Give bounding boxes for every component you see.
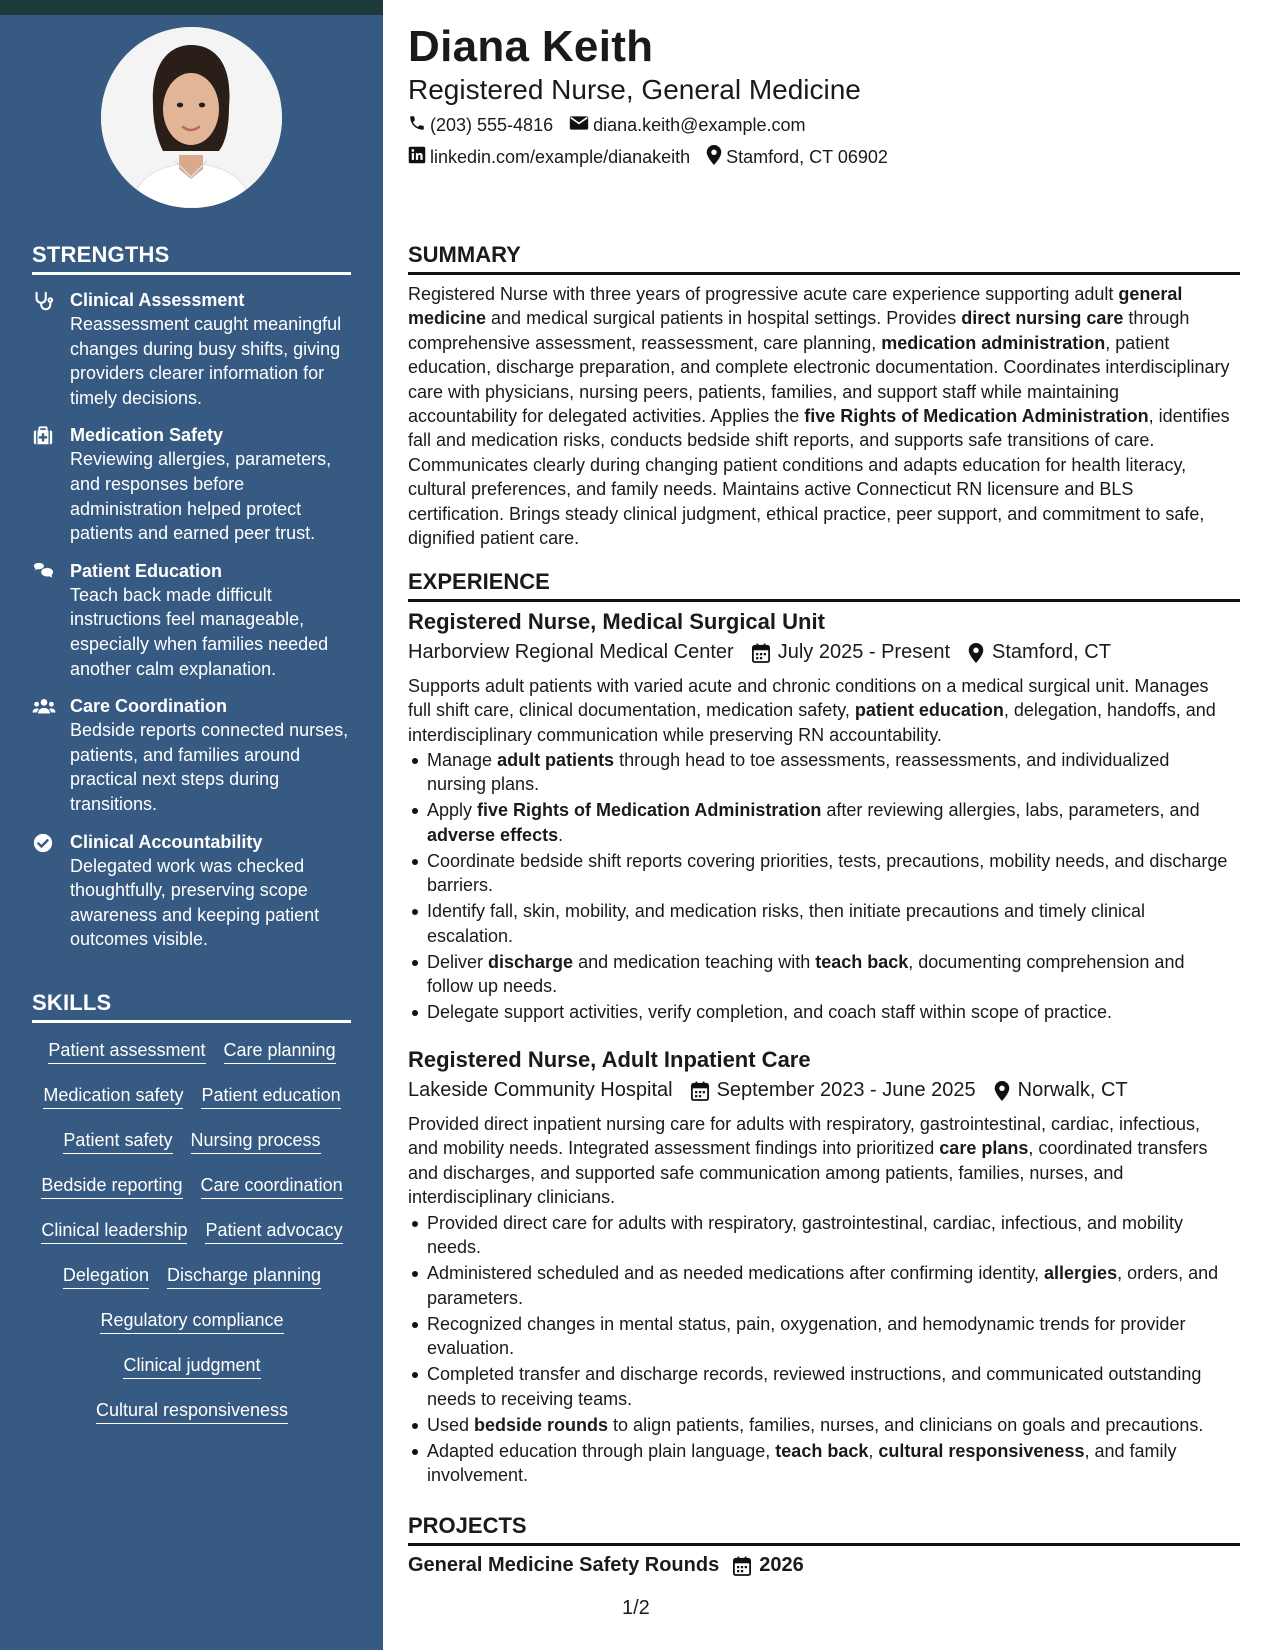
job-bullets — [408, 1211, 1233, 1489]
skill-tag: Bedside reporting — [41, 1173, 182, 1199]
job-location: Norwalk, CT — [1017, 1079, 1128, 1101]
project-name: General Medicine Safety Rounds — [408, 1554, 720, 1576]
list-item: Deliver discharge and medication teaching with teach back, documenting comprehension and follow up needs. — [408, 950, 1233, 999]
strength-desc: Reassessment caught meaningful changes during busy shifts, giving providers clearer information for timely decisions. — [70, 314, 342, 408]
skill-tag: Discharge planning — [167, 1263, 321, 1289]
strength-desc: Bedside reports connected nurses, patients, and families around practical next steps during transitions. — [70, 720, 349, 814]
map-pin-icon — [706, 145, 726, 170]
calendar-icon — [691, 1081, 709, 1101]
skill-tag: Patient safety — [63, 1128, 172, 1154]
sidebar-top-band — [0, 0, 383, 15]
envelope-icon — [569, 115, 593, 136]
strengths-list — [32, 288, 352, 965]
contact-row-2 — [408, 145, 904, 170]
location-contact — [706, 145, 888, 170]
skills-list — [28, 1038, 356, 1443]
group-icon — [32, 696, 54, 718]
skill-tag: Patient advocacy — [205, 1218, 342, 1244]
map-pin-icon — [968, 643, 984, 663]
job-description: Supports adult patients with varied acute and chronic conditions on a medical surgical unit. Manages full shift care, clinical documentation, medication safety, patient education, delegation, handoffs, and interdisciplinary communication while preserving RN accountability. — [408, 676, 1216, 745]
project-year: 2026 — [759, 1554, 804, 1576]
phone-number: (203) 555-4816 — [430, 115, 554, 135]
location-text: Stamford, CT 06902 — [726, 147, 888, 167]
linkedin-url: linkedin.com/example/dianakeith — [430, 147, 691, 167]
job-dates: September 2023 - June 2025 — [716, 1079, 976, 1101]
page-number: 1/2 — [622, 1597, 650, 1619]
candidate-title: Registered Nurse, General Medicine — [408, 74, 861, 105]
job-bullets — [408, 748, 1233, 1026]
job-title: Registered Nurse, Medical Surgical Unit — [408, 609, 825, 634]
skill-tag: Nursing process — [191, 1128, 321, 1154]
strength-item — [32, 694, 352, 816]
summary-heading: SUMMARY — [408, 242, 1240, 275]
phone-icon — [408, 114, 430, 137]
email-address: diana.keith@example.com — [593, 115, 806, 135]
job-meta — [408, 1079, 1128, 1102]
first-aid-kit-icon — [32, 425, 54, 447]
calendar-icon — [752, 643, 770, 663]
job-title: Registered Nurse, Adult Inpatient Care — [408, 1047, 811, 1072]
skill-tag: Regulatory compliance — [100, 1308, 283, 1334]
job-organization: Lakeside Community Hospital — [408, 1079, 673, 1101]
skill-tag: Patient education — [201, 1083, 340, 1109]
list-item: Adapted education through plain language, teach back, cultural responsiveness, and family involvement. — [408, 1439, 1233, 1488]
map-pin-icon — [994, 1081, 1010, 1101]
stethoscope-icon — [32, 290, 54, 312]
strength-title: Clinical Assessment — [70, 290, 245, 310]
skill-tag: Care planning — [224, 1038, 336, 1064]
email-contact[interactable] — [569, 115, 805, 136]
strength-desc: Reviewing allergies, parameters, and responses before administration helped protect patients and earned peer trust. — [70, 449, 332, 544]
job-meta — [408, 641, 1111, 664]
experience-heading: EXPERIENCE — [408, 569, 1240, 602]
list-item: Manage adult patients through head to toe assessments, reassessments, and individualized nursing plans. — [408, 748, 1233, 797]
phone-contact[interactable] — [408, 114, 553, 137]
strength-item — [32, 423, 352, 545]
calendar-icon — [733, 1556, 751, 1576]
job-location: Stamford, CT — [992, 641, 1111, 663]
list-item: Identify fall, skin, mobility, and medication risks, then initiate precautions and timely clinical escalation. — [408, 899, 1233, 948]
job-dates: July 2025 - Present — [777, 641, 951, 663]
skill-tag: Delegation — [63, 1263, 149, 1289]
linkedin-contact[interactable] — [408, 146, 690, 169]
skill-tag: Patient assessment — [48, 1038, 205, 1064]
list-item: Administered scheduled and as needed medications after confirming identity, allergies, orders, and parameters. — [408, 1261, 1233, 1310]
job-description: Provided direct inpatient nursing care for adults with respiratory, gastrointestinal, cardiac, infectious, and mobility needs. Integrated assessment findings into prioritized care plans, coordinated transfers and discharges, and supported safe communication among patients, families, nurses, and interdisciplinary clinicians. — [408, 1114, 1208, 1208]
summary-text: Registered Nurse with three years of progressive acute care experience supporting adult general medicine and medical surgical patients in hospital settings. Provides direct nursing care through comprehensive assessment, reassessment, care planning, medication administration, patient education, discharge preparation, and complete electronic documentation. Coordinates interdisciplinary care with physicians, nursing peers, patients, families, and support staff while maintaining accountability for delegated activities. Applies the five Rights of Medication Administration, identifies fall and medication risks, conducts bedside shift reports, and supports safe transitions of care. Communicates clearly during changing patient conditions and adapts education for health literacy, cultural preferences, and family needs. Maintains active Connecticut RN licensure and BLS certification. Brings steady clinical judgment, ethical practice, peer support, and commitment to safe, dignified patient care. — [408, 284, 1230, 549]
strength-title: Clinical Accountability — [70, 831, 263, 852]
check-circle-icon — [32, 832, 54, 854]
list-item: Delegate support activities, verify completion, and coach staff within scope of practice. — [408, 1000, 1233, 1024]
list-item: Provided direct care for adults with respiratory, gastrointestinal, cardiac, infectious, and mobility needs. — [408, 1211, 1233, 1260]
strength-title: Patient Education — [70, 560, 223, 581]
contact-row-1 — [408, 114, 821, 137]
list-item: Completed transfer and discharge records, reviewed instructions, and communicated outstanding needs to receiving teams. — [408, 1362, 1233, 1411]
job-organization: Harborview Regional Medical Center — [408, 641, 734, 663]
strength-title: Medication Safety — [70, 425, 224, 446]
candidate-name: Diana Keith — [408, 22, 654, 71]
strength-item — [32, 559, 352, 681]
strength-title: Care Coordination — [70, 696, 228, 717]
strength-desc: Delegated work was checked thoughtfully, preserving scope awareness and keeping patient outcomes visible. — [70, 855, 320, 950]
strength-item — [32, 288, 352, 410]
skill-tag: Medication safety — [43, 1083, 183, 1109]
skill-tag: Cultural responsiveness — [96, 1398, 288, 1424]
list-item: Apply five Rights of Medication Administration after reviewing allergies, labs, parameters, and adverse effects. — [408, 798, 1233, 847]
strength-item — [32, 830, 352, 952]
list-item: Coordinate bedside shift reports covering priorities, tests, precautions, mobility needs, and discharge barriers. — [408, 849, 1233, 898]
strength-desc: Teach back made difficult instructions feel manageable, especially when families needed another calm explanation. — [70, 584, 329, 679]
list-item: Recognized changes in mental status, pain, oxygenation, and hemodynamic trends for provider evaluation. — [408, 1312, 1233, 1361]
sidebar — [0, 0, 383, 1650]
skills-heading: SKILLS — [32, 990, 351, 1023]
projects-heading: PROJECTS — [408, 1513, 1240, 1546]
profile-photo — [101, 27, 282, 208]
strengths-heading: STRENGTHS — [32, 242, 351, 275]
chat-bubbles-icon — [32, 561, 54, 583]
project-item — [408, 1554, 804, 1577]
list-item: Used bedside rounds to align patients, families, nurses, and clinicians on goals and precautions. — [408, 1413, 1233, 1437]
skill-tag: Clinical leadership — [41, 1218, 187, 1244]
linkedin-icon — [408, 146, 430, 169]
skill-tag: Care coordination — [201, 1173, 343, 1199]
skill-tag: Clinical judgment — [123, 1353, 260, 1379]
